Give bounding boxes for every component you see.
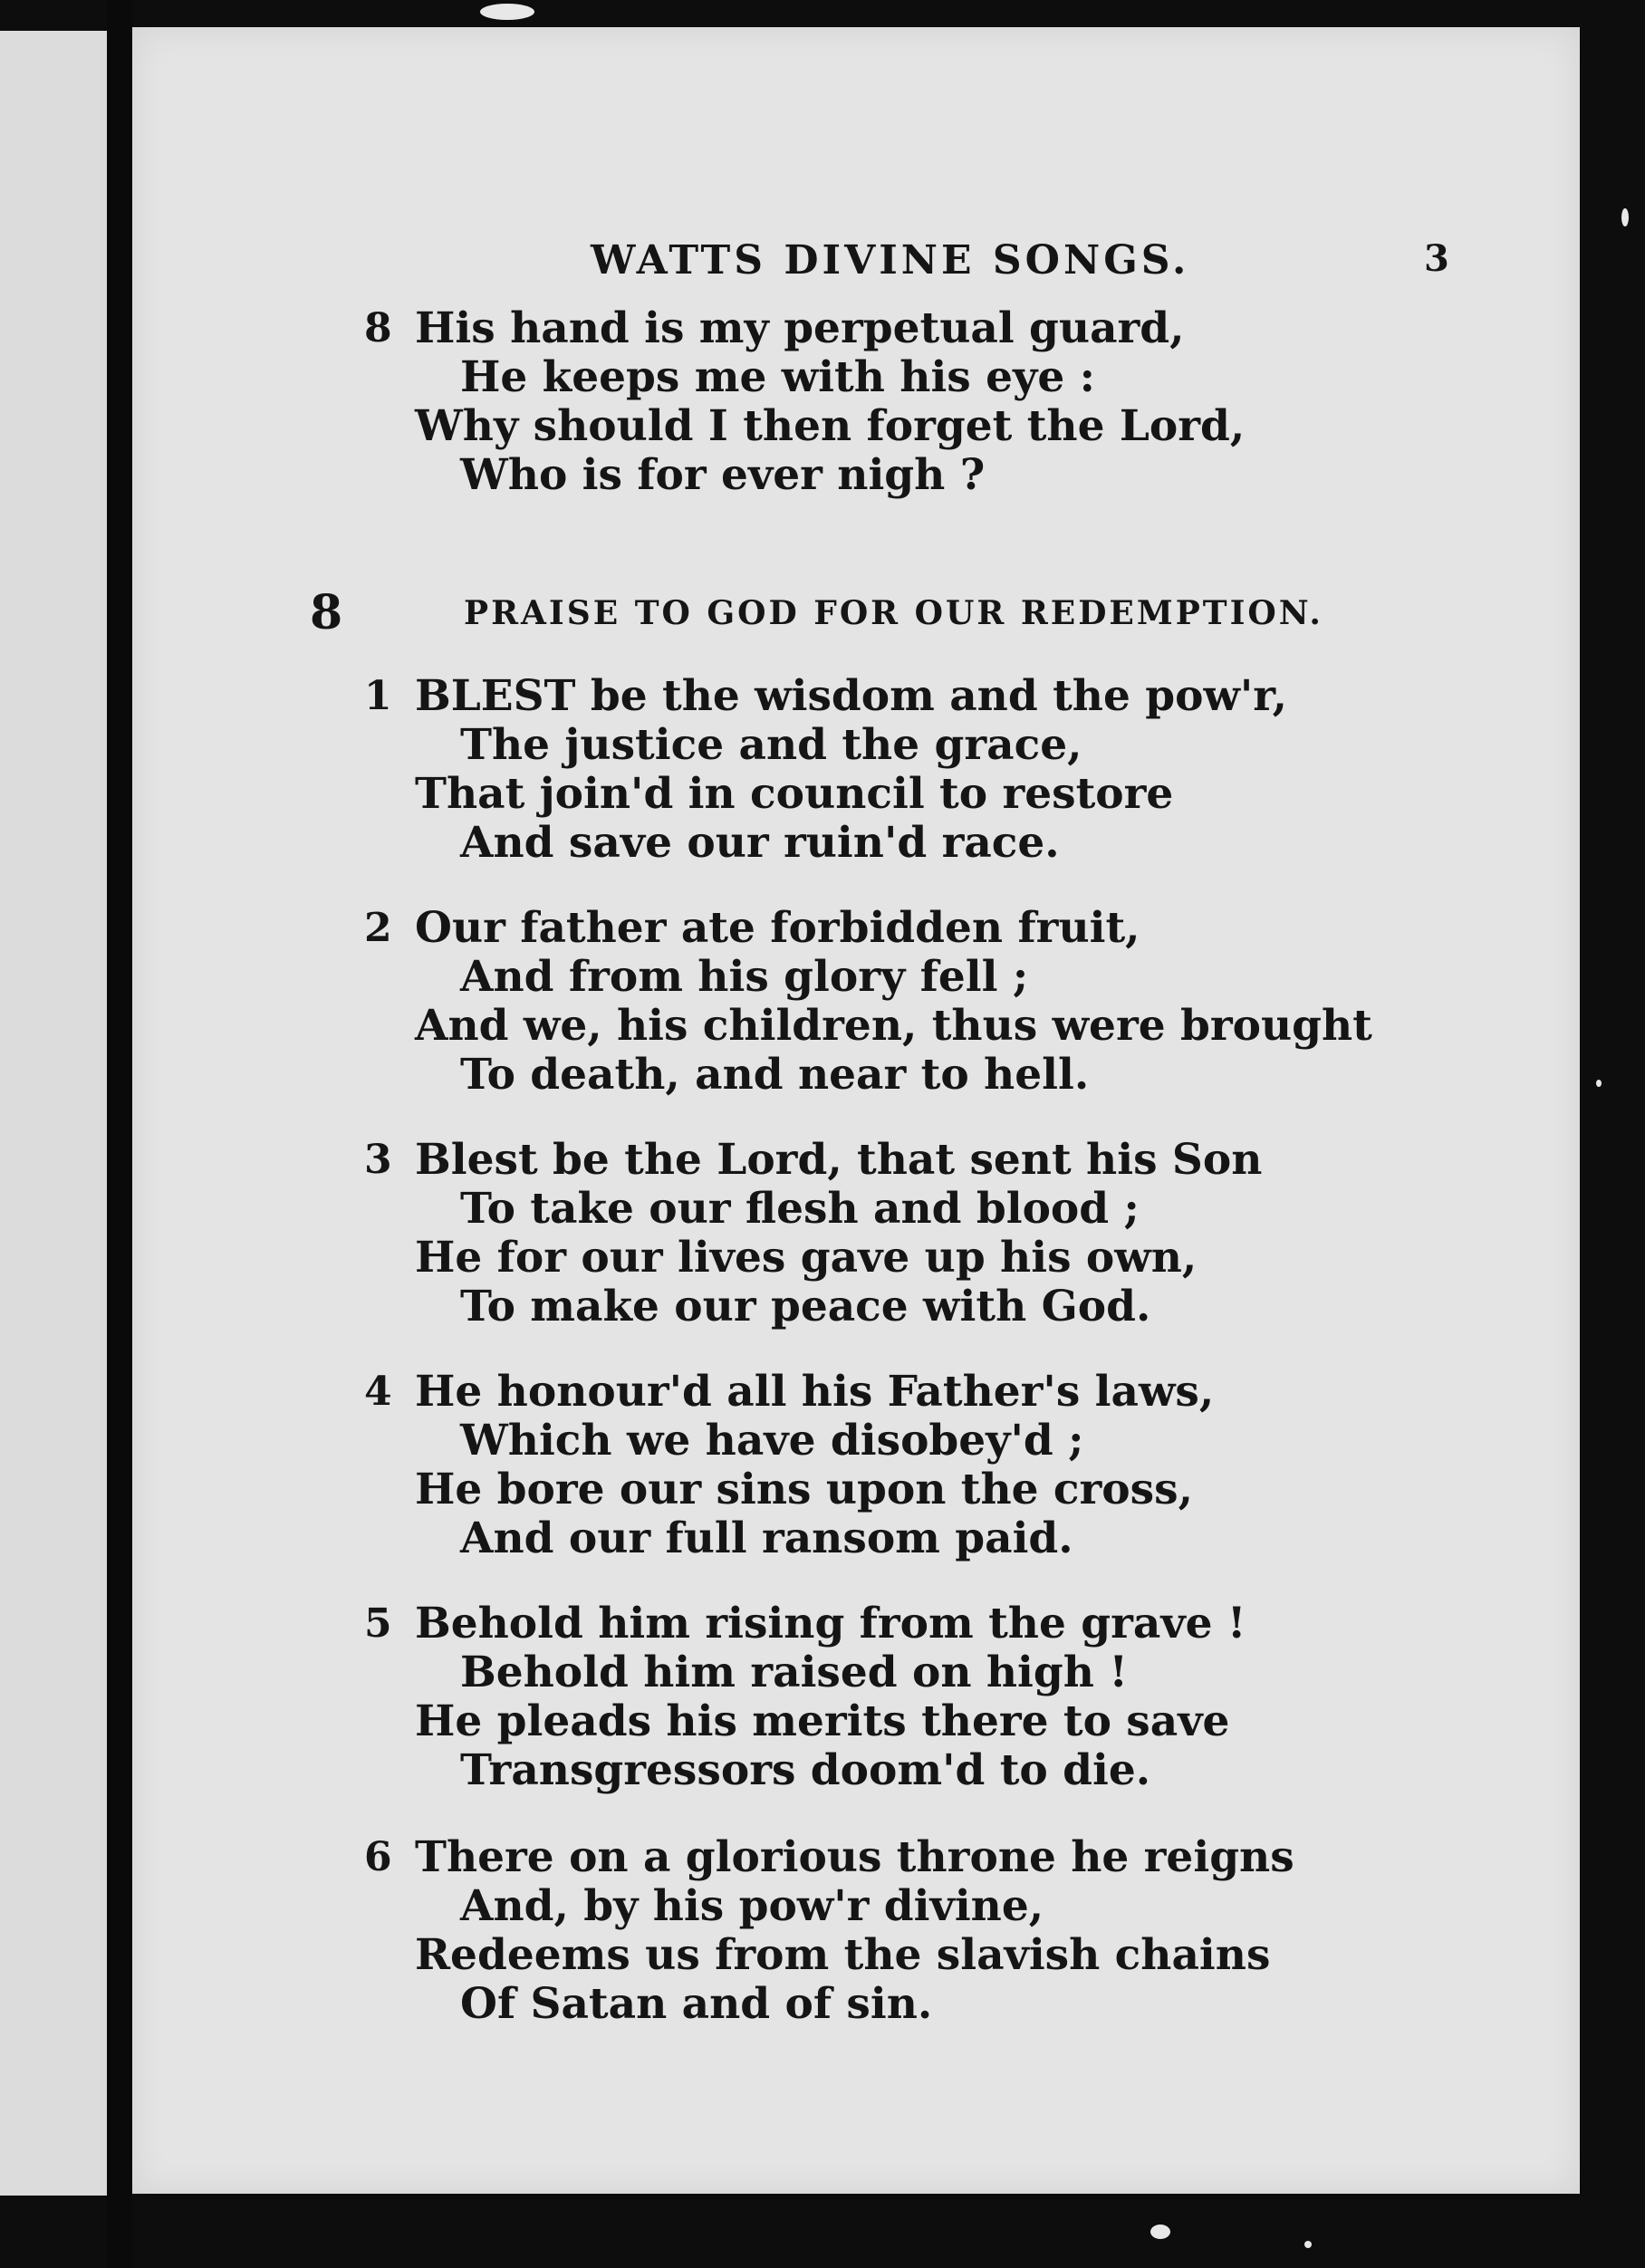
page-text-area: [132, 27, 1580, 2194]
hymn-title: PRAISE TO GOD FOR OUR REDEMPTION.: [464, 594, 1323, 632]
scan-speck: [480, 4, 534, 20]
stanza-number: 2: [364, 905, 392, 951]
verse-line: Redeems us from the slavish chains: [415, 1930, 1271, 1980]
verse-line: He honour'd all his Father's laws,: [415, 1367, 1215, 1417]
verse-line: There on a glorious throne he reigns: [415, 1832, 1294, 1882]
verse-line: And our full ransom paid.: [460, 1514, 1073, 1563]
verse-line: He for our lives gave up his own,: [415, 1233, 1198, 1283]
verse-line: To death, and near to hell.: [460, 1050, 1090, 1100]
stanza-previous-hymn-end: [132, 303, 1246, 500]
stanza-6: [132, 1832, 1294, 2029]
verse-line: And from his glory fell ;: [460, 952, 1029, 1002]
stanza-number: 5: [364, 1600, 392, 1647]
verse-line: To make our peace with God.: [460, 1282, 1151, 1331]
stanza-4: [132, 1367, 1215, 1563]
stanza-5: [132, 1599, 1246, 1795]
stanza-number: 4: [364, 1369, 392, 1415]
verse-line: Our father ate forbidden fruit,: [415, 903, 1140, 953]
verse-line: He bore our sins upon the cross,: [415, 1465, 1193, 1514]
verse-line: His hand is my perpetual guard,: [415, 303, 1185, 353]
page-number: 3: [1424, 237, 1449, 280]
stanza-2: [132, 903, 1372, 1100]
verse-line: He keeps me with his eye :: [460, 352, 1095, 402]
scan-speck: [1150, 2225, 1170, 2239]
verse-line: That join'd in council to restore: [415, 769, 1174, 819]
verse-line: And, by his pow'r divine,: [460, 1881, 1044, 1931]
verse-line: Why should I then forget the Lord,: [415, 401, 1246, 451]
verse-line: Behold him raised on high !: [460, 1648, 1128, 1697]
hymn-number: 8: [310, 585, 343, 640]
scan-speck: [1596, 1080, 1602, 1087]
verse-line: To take our flesh and blood ;: [460, 1184, 1140, 1234]
verse-line: Behold him rising from the grave !: [415, 1599, 1246, 1648]
book-page: [132, 27, 1580, 2194]
verse-line: He pleads his merits there to save: [415, 1696, 1230, 1746]
scan-speck: [1621, 208, 1629, 226]
stanza-1: [132, 671, 1287, 868]
verse-line: Blest be the Lord, that sent his Son: [415, 1135, 1263, 1185]
verse-line: Of Satan and of sin.: [460, 1979, 933, 2029]
verse-line: And we, his children, thus were brought: [415, 1001, 1372, 1051]
stanza-number: 3: [364, 1137, 392, 1183]
verse-line: BLEST be the wisdom and the pow'r,: [415, 671, 1287, 721]
verse-line: And save our ruin'd race.: [460, 818, 1060, 868]
verse-line: Transgressors doom'd to die.: [460, 1745, 1151, 1795]
scan-speck: [1304, 2241, 1312, 2248]
stanza-number: 8: [364, 305, 392, 351]
running-head-title: WATTS DIVINE SONGS.: [591, 237, 1190, 284]
previous-page-edge: [0, 31, 107, 2196]
stanza-number: 1: [364, 673, 392, 719]
verse-line: Who is for ever nigh ?: [460, 450, 986, 500]
verse-line: The justice and the grace,: [460, 720, 1082, 770]
verse-line: Which we have disobey'd ;: [460, 1416, 1084, 1466]
book-gutter: [107, 0, 132, 2268]
stanza-3: [132, 1135, 1263, 1331]
stanza-number: 6: [364, 1834, 392, 1880]
